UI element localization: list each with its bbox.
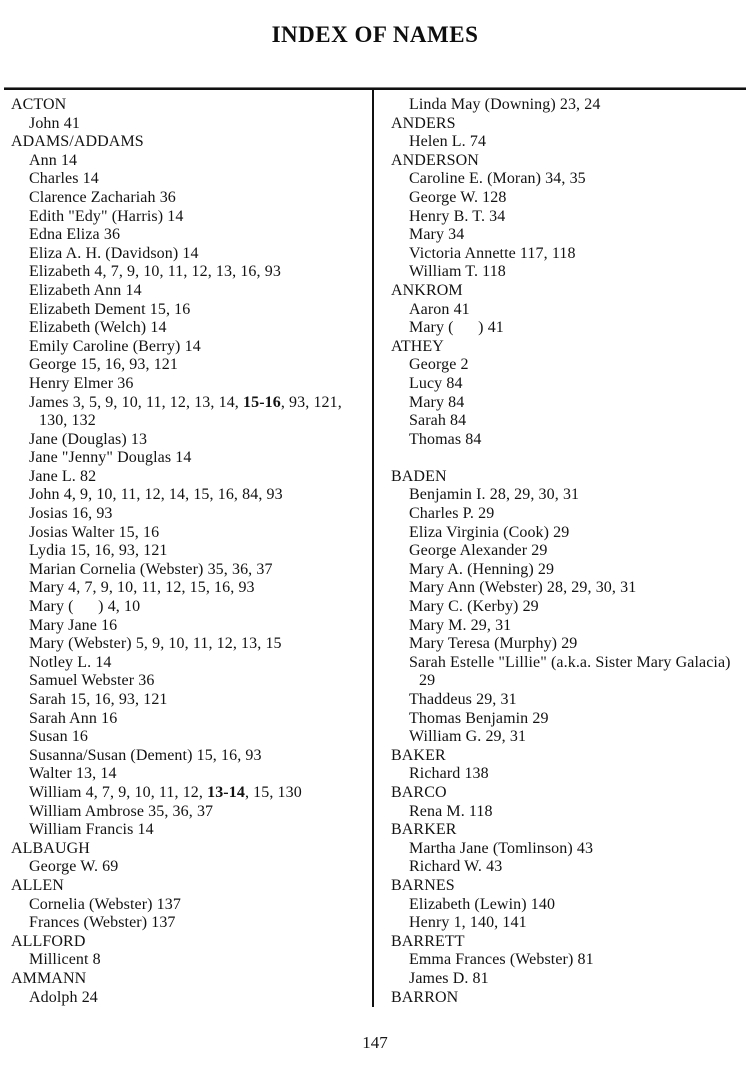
index-entry: Walter 13, 14	[29, 765, 117, 783]
index-surname: ANDERSON	[391, 151, 479, 169]
index-surname: ANDERS	[391, 114, 456, 132]
index-entry: Adolph 24	[29, 988, 98, 1006]
index-entry: Mary Teresa (Murphy) 29	[409, 635, 578, 653]
index-entry: William Francis 14	[29, 821, 154, 839]
index-blank-line	[391, 449, 746, 468]
index-entry: Thomas Benjamin 29	[409, 709, 549, 727]
page-title: INDEX OF NAMES	[271, 22, 479, 47]
index-entry: George W. 128	[409, 188, 507, 206]
index-entry: George W. 69	[29, 858, 119, 876]
index-entry: Eliza A. H. (Davidson) 14	[29, 244, 199, 262]
index-surname: AMMANN	[11, 969, 87, 987]
index-entry: George 2	[409, 356, 469, 374]
index-entry: Mary 4, 7, 9, 10, 11, 12, 15, 16, 93	[29, 579, 255, 597]
index-entry: Mary 84	[409, 393, 465, 411]
index-entry: Cornelia (Webster) 137	[29, 895, 181, 913]
column-divider	[372, 90, 374, 1007]
index-column-left	[11, 96, 367, 1007]
index-entry: Henry 1, 140, 141	[409, 914, 527, 932]
index-entry: Jane L. 82	[29, 467, 97, 485]
index-entry: Thaddeus 29, 31	[409, 691, 517, 708]
index-entry: George Alexander 29	[409, 542, 548, 560]
index-entry: Elizabeth 4, 7, 9, 10, 11, 12, 13, 16, 93	[29, 263, 281, 281]
index-surname: BARCO	[391, 783, 447, 801]
index-entry: Susanna/Susan (Dement) 15, 16, 93	[29, 746, 262, 764]
index-entry: Clarence Zachariah 36	[29, 188, 176, 206]
index-entry: Jane "Jenny" Douglas 14	[29, 449, 192, 467]
index-entry: Elizabeth Ann 14	[29, 281, 142, 299]
index-entry: Elizabeth (Lewin) 140	[409, 895, 556, 913]
index-surname: BAKER	[391, 746, 446, 764]
index-entry: Notley L. 14	[29, 653, 112, 671]
index-entry-continuation: 29	[419, 672, 436, 690]
index-entry: Thomas 84	[409, 430, 482, 448]
index-entry: Richard W. 43	[409, 858, 503, 876]
index-entry: Mary Jane 16	[29, 616, 118, 634]
index-entry: Mary M. 29, 31	[409, 616, 512, 634]
index-surname: ADAMS/ADDAMS	[11, 133, 144, 151]
index-entry: Mary ( ) 4, 10	[29, 598, 141, 616]
index-entry: William T. 118	[409, 263, 506, 281]
index-entry: Emily Caroline (Berry) 14	[29, 337, 201, 355]
index-entry: Richard 138	[409, 765, 489, 783]
index-entry: Sarah Ann 16	[29, 709, 118, 727]
index-entry: James 3, 5, 9, 10, 11, 12, 13, 14, 15-16, 93, 121,	[29, 393, 342, 411]
index-surname: ALLEN	[11, 876, 64, 894]
index-entry: Aaron 41	[409, 300, 470, 318]
index-entry: Martha Jane (Tomlinson) 43	[409, 839, 594, 857]
index-entry: Charles P. 29	[409, 505, 495, 523]
index-entry: Sarah 84	[409, 412, 467, 430]
index-entry: Elizabeth Dement 15, 16	[29, 300, 191, 318]
index-entry: Henry B. T. 34	[409, 207, 506, 225]
index-surname: BARNES	[391, 876, 455, 894]
index-entry: William Ambrose 35, 36, 37	[29, 802, 214, 820]
index-entry: Jane (Douglas) 13	[29, 430, 148, 448]
index-entry: Linda May (Downing) 23, 24	[409, 96, 601, 113]
index-entry: James D. 81	[409, 969, 489, 987]
index-entry: Henry Elmer 36	[29, 374, 134, 392]
index-entry: Victoria Annette 117, 118	[409, 244, 576, 262]
index-entry: Caroline E. (Moran) 34, 35	[409, 170, 586, 188]
index-entry: Millicent 8	[29, 951, 101, 969]
index-surname: ALLFORD	[11, 932, 86, 950]
index-entry: Eliza Virginia (Cook) 29	[409, 523, 570, 541]
index-entry: Lydia 15, 16, 93, 121	[29, 542, 168, 560]
index-entry: Mary A. (Henning) 29	[409, 560, 555, 578]
index-surname: BADEN	[391, 467, 447, 485]
index-entry: Benjamin I. 28, 29, 30, 31	[409, 486, 580, 504]
index-entry: John 4, 9, 10, 11, 12, 14, 15, 16, 84, 93	[29, 486, 283, 504]
index-entry: Mary ( ) 41	[409, 319, 504, 337]
index-surname: ACTON	[11, 96, 67, 113]
index-surname: BARRETT	[391, 932, 465, 950]
index-entry-continuation: 130, 132	[39, 412, 96, 430]
index-entry: William G. 29, 31	[409, 728, 527, 746]
index-entry: Josias 16, 93	[29, 505, 113, 523]
index-entry: Lucy 84	[409, 374, 463, 392]
index-entry: Elizabeth (Welch) 14	[29, 319, 167, 337]
index-surname: ATHEY	[391, 337, 444, 355]
index-entry: Sarah Estelle "Lillie" (a.k.a. Sister Mary Galacia)	[409, 653, 731, 671]
index-entry: George 15, 16, 93, 121	[29, 356, 178, 374]
index-entry: Mary Ann (Webster) 28, 29, 30, 31	[409, 579, 637, 597]
index-entry: Edna Eliza 36	[29, 226, 121, 244]
index-entry: Helen L. 74	[409, 133, 487, 151]
index-entry: Susan 16	[29, 728, 89, 746]
index-entry: Emma Frances (Webster) 81	[409, 951, 594, 969]
index-entry: Charles 14	[29, 170, 99, 188]
page-number: 147	[362, 1033, 388, 1052]
index-surname: BARKER	[391, 821, 457, 839]
index-entry: Ann 14	[29, 151, 78, 169]
index-entry: Josias Walter 15, 16	[29, 523, 160, 541]
index-entry: Frances (Webster) 137	[29, 914, 176, 932]
index-surname: ALBAUGH	[11, 839, 90, 857]
index-column-right	[391, 96, 746, 1007]
header-rule	[4, 87, 746, 90]
index-entry: Marian Cornelia (Webster) 35, 36, 37	[29, 560, 273, 578]
index-entry: Rena M. 118	[409, 802, 493, 820]
index-entry: Edith "Edy" (Harris) 14	[29, 207, 184, 225]
index-entry: Sarah 15, 16, 93, 121	[29, 691, 168, 708]
index-entry: Mary C. (Kerby) 29	[409, 598, 539, 616]
index-surname: BARRON	[391, 988, 459, 1006]
index-entry: Samuel Webster 36	[29, 672, 155, 690]
index-entry: Mary 34	[409, 226, 465, 244]
index-surname: ANKROM	[391, 281, 463, 299]
index-entry: Mary (Webster) 5, 9, 10, 11, 12, 13, 15	[29, 635, 282, 653]
index-entry: William 4, 7, 9, 10, 11, 12, 13-14, 15, 130	[29, 783, 302, 801]
index-entry: John 41	[29, 114, 80, 132]
